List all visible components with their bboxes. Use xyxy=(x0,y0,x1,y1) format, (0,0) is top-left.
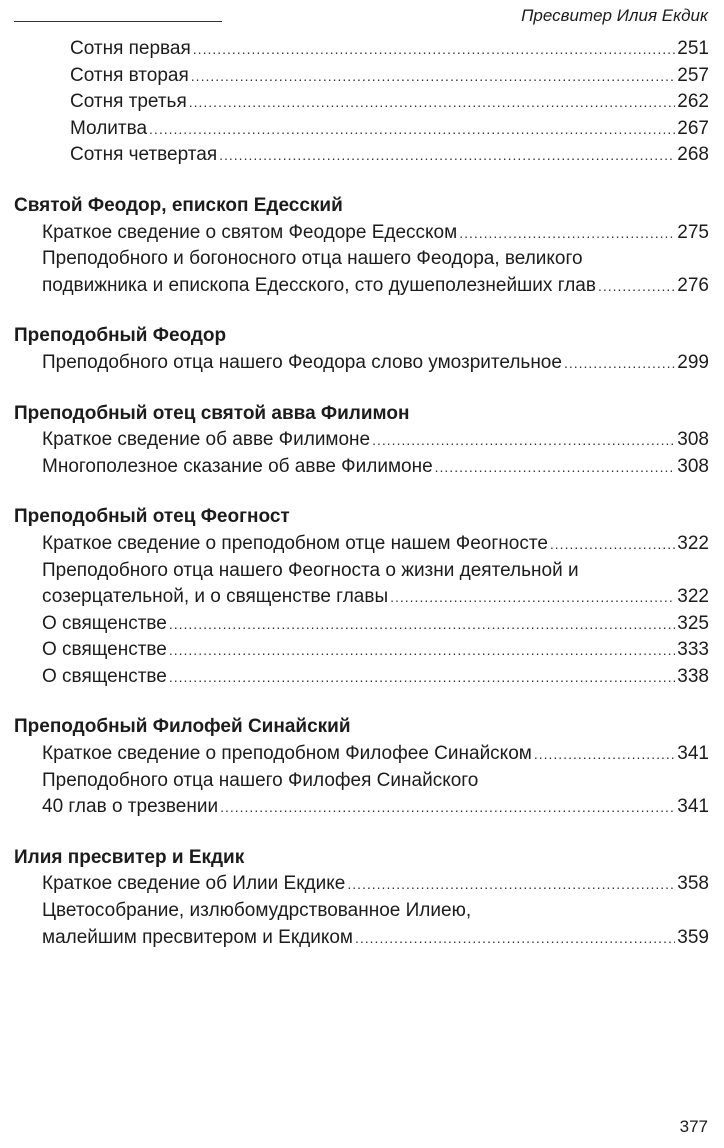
toc-entry xyxy=(42,427,709,454)
dot-leader xyxy=(564,350,675,377)
entry-page-number: 308 xyxy=(677,429,709,451)
dot-leader xyxy=(435,454,676,481)
entry-title: О священстве xyxy=(42,665,167,687)
entry-row xyxy=(42,350,709,377)
toc-entry xyxy=(42,741,709,768)
toc-section xyxy=(14,504,709,690)
section-title: Святой Феодор, епископ Едесский xyxy=(14,194,343,216)
entry-row xyxy=(70,142,709,169)
toc-entry xyxy=(70,36,709,63)
entry-page-number: 322 xyxy=(677,532,709,554)
toc-entry xyxy=(42,220,709,247)
entry-page-number: 268 xyxy=(677,144,709,166)
toc-entry xyxy=(42,898,709,951)
section-title: Преподобный Феодор xyxy=(14,325,227,347)
entry-page-number: 276 xyxy=(677,274,709,296)
toc-entry xyxy=(42,871,709,898)
toc-section xyxy=(14,401,709,481)
entry-page-number: 262 xyxy=(677,91,709,113)
entry-row xyxy=(42,220,709,247)
dot-leader xyxy=(169,664,675,691)
entry-page-number: 322 xyxy=(677,586,709,608)
entry-row xyxy=(70,63,709,90)
section-title: Илия пресвитер и Екдик xyxy=(14,846,245,868)
entry-title: созерцательной, и о священстве главы xyxy=(42,586,389,608)
toc-section xyxy=(14,36,709,169)
toc-entry xyxy=(42,611,709,638)
entry-text-line: Преподобного отца нашего Феогноста о жизни деятельной и xyxy=(42,559,579,581)
entry-title: Многополезное сказание об авве Филимоне xyxy=(42,455,433,477)
toc-section xyxy=(14,193,709,299)
toc-entry xyxy=(70,142,709,169)
entry-page-number: 275 xyxy=(677,221,709,243)
entry-row xyxy=(42,871,709,898)
toc-entry xyxy=(70,63,709,90)
dot-leader xyxy=(219,142,675,169)
entry-row xyxy=(42,794,709,821)
entry-row xyxy=(42,741,709,768)
entry-title: Сотня четвертая xyxy=(70,144,218,166)
entry-title: малейшим пресвитером и Екдиком xyxy=(42,926,353,948)
entry-page-number: 267 xyxy=(677,117,709,139)
dot-leader xyxy=(390,584,675,611)
toc-entry xyxy=(42,664,709,691)
toc-section xyxy=(14,323,709,376)
toc-entry xyxy=(42,454,709,481)
entry-page-number: 358 xyxy=(677,873,709,895)
dot-leader xyxy=(193,36,676,63)
section-title: Преподобный Филофей Синайский xyxy=(14,716,351,738)
dot-leader xyxy=(550,531,675,558)
dot-leader xyxy=(189,89,676,116)
entry-title: Краткое сведение о преподобном Филофее Синайском xyxy=(42,743,532,765)
entry-row xyxy=(70,36,709,63)
toc-entry xyxy=(42,246,709,299)
entry-row xyxy=(42,584,709,611)
entry-title: Молитва xyxy=(70,117,148,139)
header-rule xyxy=(14,21,222,22)
entry-page-number: 359 xyxy=(677,926,709,948)
entry-title: Краткое сведение о святом Феодоре Едесском xyxy=(42,221,458,243)
entry-title: Преподобного отца нашего Феодора слово умозрительное xyxy=(42,351,562,373)
entry-row xyxy=(42,664,709,691)
entry-title: Краткое сведение об Илии Екдике xyxy=(42,873,346,895)
table-of-contents xyxy=(14,36,709,975)
section-title: Преподобный отец Феогност xyxy=(14,506,290,528)
toc-entry xyxy=(42,531,709,558)
entry-page-number: 257 xyxy=(677,64,709,86)
entry-title: подвижника и епископа Едесского, сто душеполезнейших глав xyxy=(42,274,596,296)
entry-row xyxy=(42,427,709,454)
page-number: 377 xyxy=(679,1117,708,1136)
entry-row xyxy=(42,454,709,481)
entry-row xyxy=(42,925,709,952)
entry-page-number: 251 xyxy=(677,38,709,59)
toc-entry xyxy=(42,637,709,664)
entry-text-line: Преподобного отца нашего Филофея Синайского xyxy=(42,769,479,791)
toc-entry xyxy=(70,89,709,116)
toc-entry xyxy=(42,768,709,821)
dot-leader xyxy=(355,925,675,952)
entry-page-number: 341 xyxy=(677,743,709,765)
toc-entry xyxy=(70,116,709,143)
entry-row xyxy=(42,531,709,558)
entry-title: О священстве xyxy=(42,612,167,634)
entry-row xyxy=(42,637,709,664)
entry-row xyxy=(42,273,709,300)
entry-title: 40 глав о трезвении xyxy=(42,796,219,818)
entry-title: Сотня вторая xyxy=(70,64,189,86)
entry-page-number: 299 xyxy=(677,351,709,373)
entry-row xyxy=(70,89,709,116)
entry-title: О священстве xyxy=(42,639,167,661)
dot-leader xyxy=(598,273,675,300)
toc-entry xyxy=(42,558,709,611)
toc-entry xyxy=(42,350,709,377)
dot-leader xyxy=(347,871,675,898)
dot-leader xyxy=(534,741,675,768)
entry-title: Сотня третья xyxy=(70,91,187,113)
entry-title: Краткое сведение о преподобном отце нашем Феогносте xyxy=(42,532,548,554)
entry-page-number: 338 xyxy=(677,665,709,687)
dot-leader xyxy=(372,427,675,454)
entry-page-number: 333 xyxy=(677,639,709,661)
entry-title: Краткое сведение об авве Филимоне xyxy=(42,429,371,451)
entry-page-number: 341 xyxy=(677,796,709,818)
dot-leader xyxy=(169,637,675,664)
entry-text-line: Цветособрание, излюбомудрствованное Илиею, xyxy=(42,900,472,922)
entry-text-line: Преподобного и богоносного отца нашего Феодора, великого xyxy=(42,248,583,270)
running-title: Пресвитер Илия Екдик xyxy=(521,6,708,25)
toc-section xyxy=(14,845,709,951)
dot-leader xyxy=(169,611,675,638)
dot-leader xyxy=(459,220,675,247)
entry-page-number: 325 xyxy=(677,612,709,634)
dot-leader xyxy=(191,63,676,90)
dot-leader xyxy=(149,116,675,143)
section-title: Преподобный отец святой авва Филимон xyxy=(14,402,410,424)
entry-row xyxy=(70,116,709,143)
dot-leader xyxy=(220,794,675,821)
entry-page-number: 308 xyxy=(677,455,709,477)
entry-title: Сотня первая xyxy=(70,38,191,59)
entry-row xyxy=(42,611,709,638)
toc-section xyxy=(14,714,709,820)
